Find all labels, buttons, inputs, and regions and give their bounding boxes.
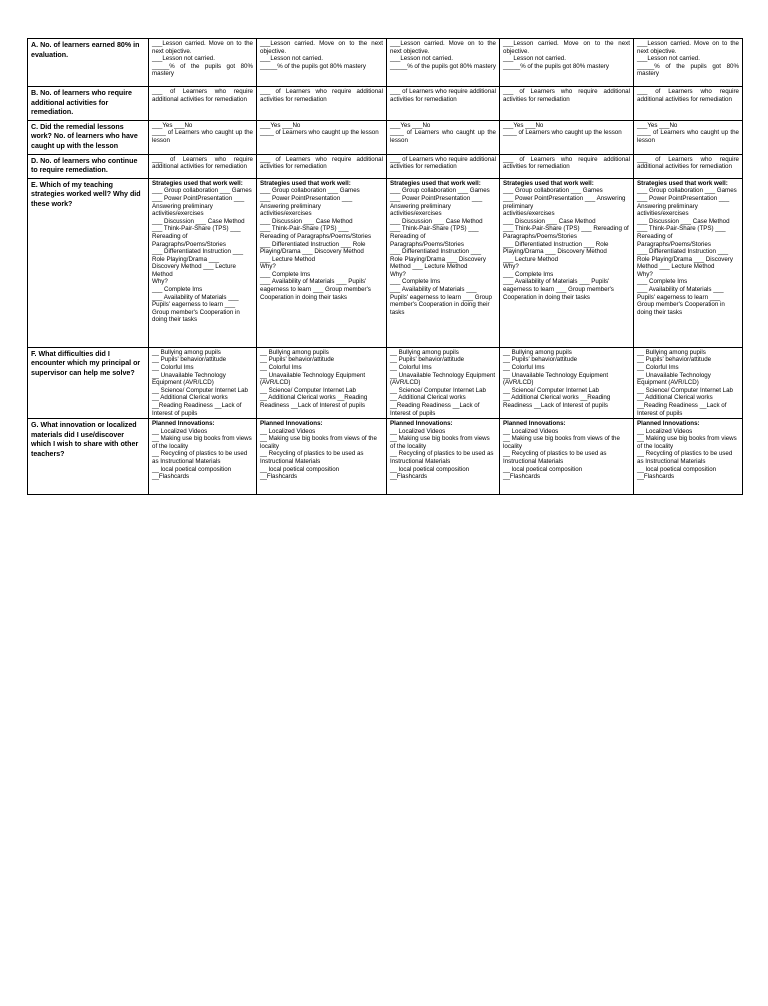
cell-line: Role Playing/Drama ___ Discovery Method ___ Lecture Method [390, 255, 486, 271]
table-row [28, 39, 743, 87]
cell-line: ___Lesson carried. Move on to the next objective. [152, 40, 253, 55]
cell-line: __ Colorful Ims [503, 363, 545, 371]
row-label: A. No. of learners earned 80% in evaluation. [28, 39, 149, 87]
table-cell [149, 178, 257, 347]
table-cell [257, 87, 387, 121]
cell-line: ___Yes ___No [503, 121, 544, 129]
cell-line: ___ Differentiated Instruction ___ Role Playing/Drama ___ Discovery Method [503, 240, 609, 256]
cell-line: ___Lesson not carried. [260, 55, 323, 63]
table-cell [387, 120, 500, 154]
cell-line: ____ of Learners who caught up the lesson [152, 129, 253, 144]
cell-line: __ Unavailable Technology Equipment (AVR/LCD) [503, 371, 609, 387]
cell-line: ___ of Learners who require additional activities for remediation [152, 155, 253, 171]
row-label: E. Which of my teaching strategies worked well? Why did these work? [28, 178, 149, 347]
table-cell [257, 39, 387, 87]
row-label: B. No. of learners who require additional activities for remediation. [28, 87, 149, 121]
cell-line: _____% of the pupils got 80% mastery [260, 62, 366, 70]
cell-line: ___ Differentiated Instruction ___ Role Playing/Drama ___ Discovery Method [260, 240, 366, 256]
cell-line: __Reading Readiness __Lack of Interest of pupils [152, 401, 242, 417]
cell-line: ___ Power PointPresentation ___ Answering preliminary [152, 194, 245, 210]
cell-line: ___ Group collaboration ___ Games [390, 187, 490, 195]
cell-line: Strategies used that work well: [260, 179, 351, 187]
cell-line: __Reading Readiness __Lack of Interest of pupils [637, 401, 727, 417]
cell-line: Answering preliminary [260, 202, 321, 210]
cell-line: __ Science/ Computer Internet Lab [152, 386, 248, 394]
cell-line: ___ Think-Pair-Share (TPS) ___ Rereading of Paragraphs/Poems/Stories [503, 225, 629, 240]
cell-line: Why? [152, 278, 168, 286]
table-cell [634, 178, 743, 347]
cell-line: ____ of Learners who caught up the lesson [260, 129, 379, 137]
cell-line: ___ of Learners who require additional activities for remediation [152, 88, 253, 103]
table-cell [257, 120, 387, 154]
cell-line: __ Science/ Computer Internet Lab [637, 386, 733, 394]
table-cell [634, 419, 743, 495]
cell-line: __ Localized Videos [390, 427, 446, 435]
cell-line: __Flashcards [637, 473, 675, 481]
table-cell [257, 178, 387, 347]
cell-line: Why? [390, 270, 406, 278]
cell-line: ___ Availability of Materials ___ Pupils' eagerness to learn ___ Group member's Cooperation in doing their tasks [503, 278, 614, 301]
cell-line: __ Bullying among pupils [637, 348, 706, 356]
cell-line: ___Lesson carried. Move on to the next objective. [390, 40, 496, 55]
cell-line: Why? [637, 270, 653, 278]
cell-line: __ Pupils' behavior/attitude [260, 356, 335, 364]
cell-line: __ Pupils' behavior/attitude [152, 356, 227, 364]
cell-line: ___ Think-Pair-Share (TPS) ___ [260, 225, 349, 233]
cell-line: ___Lesson carried. Move on to the next objective. [503, 40, 630, 55]
cell-line: ___ Complete Ims [503, 270, 554, 278]
cell-line: Planned Innovations: [503, 420, 566, 428]
cell-line: ___Lesson carried. Move on to the next objective. [637, 40, 739, 55]
cell-line: __ Recycling of plastics to be used as Instructional Materials [152, 450, 248, 466]
cell-line: ___ Think-Pair-Share (TPS) ___ [390, 225, 479, 233]
cell-line: __ local poetical composition [152, 465, 232, 473]
cell-line: Role Playing/Drama ___ Discovery Method ___ Lecture Method [637, 255, 733, 271]
cell-line: ____ of Learners who caught up the lesson [503, 129, 622, 137]
cell-line: Why? [260, 263, 276, 271]
cell-line: Rereading of Paragraphs/Poems/Stories [390, 232, 464, 248]
cell-line: __ Bullying among pupils [390, 348, 459, 356]
cell-line: ___ Discussion ___ Case Method [637, 217, 730, 225]
cell-line: ___ Lecture Method [260, 255, 316, 263]
cell-line: ___ of Learners who require additional activities for remediation [503, 155, 630, 171]
table-cell [257, 154, 387, 178]
cell-line: __ local poetical composition [390, 465, 470, 473]
cell-line: __ Recycling of plastics to be used as Instructional Materials [503, 450, 607, 466]
cell-line: __Flashcards [260, 473, 298, 481]
cell-line: ___ Discussion ___ Case Method [503, 217, 596, 225]
table-cell [149, 120, 257, 154]
cell-line: __ Bullying among pupils [503, 348, 572, 356]
cell-line: activities/exercises [503, 210, 555, 218]
cell-line: __ Localized Videos [152, 427, 208, 435]
cell-line: ___ Differentiated Instruction ___ [390, 248, 482, 256]
table-cell [500, 87, 634, 121]
cell-line: __ Additional Clerical works [152, 394, 228, 402]
table-cell [387, 87, 500, 121]
cell-line: __ Pupils' behavior/attitude [503, 356, 578, 364]
cell-line: ___Lesson not carried. [152, 55, 215, 63]
cell-line: ___ Group collaboration ___ Games [152, 187, 252, 195]
cell-line: __ Recycling of plastics to be used as Instructional Materials [637, 450, 733, 466]
table-row [28, 154, 743, 178]
reflection-table-body [28, 39, 743, 495]
cell-line: ___ Discussion ___ Case Method [260, 217, 353, 225]
row-label: G. What innovation or localized materials did I use/discover which I wish to share with other teachers? [28, 419, 149, 495]
cell-line: __ Bullying among pupils [260, 348, 329, 356]
cell-line: activities/exercises [260, 210, 312, 218]
cell-line: _____% of the pupils got 80% mastery [503, 62, 609, 70]
cell-line: ___ Think-Pair-Share (TPS) ___ Rereading of Paragraphs/Poems/Stories [152, 225, 241, 248]
cell-line: ___ Availability of Materials ___ Pupils' eagerness to learn ___ Group member's Cooperation in doing their tasks [260, 278, 371, 301]
table-cell [149, 347, 257, 418]
cell-line: __ Science/ Computer Internet Lab [503, 386, 599, 394]
reflection-table [27, 38, 743, 495]
table-cell [500, 154, 634, 178]
cell-line: Rereading of Paragraphs/Poems/Stories [260, 232, 372, 240]
cell-line: Pupils' eagerness to learn ___ Group member's Cooperation in doing their tasks [390, 293, 492, 316]
row-label: F. What difficulties did I encounter which my principal or supervisor can help me solve? [28, 347, 149, 418]
cell-line: ___ of Learners who require additional activities for remediation [637, 88, 739, 103]
table-cell [149, 419, 257, 495]
table-cell [149, 154, 257, 178]
table-cell [387, 419, 500, 495]
cell-line: __ Recycling of plastics to be used as Instructional Materials [260, 450, 364, 466]
cell-line: __ Making use big books from views of the locality [152, 435, 252, 450]
cell-line: Discovery Method ___ Lecture Method [152, 263, 236, 278]
cell-line: Strategies used that work well: [390, 179, 481, 187]
cell-line: Answering preliminary [637, 202, 698, 210]
cell-line: __ Unavailable Technology Equipment (AVR/LCD) [390, 371, 496, 387]
cell-line: ___ Power PointPresentation ___ [390, 194, 483, 202]
table-cell [500, 178, 634, 347]
cell-line: Planned Innovations: [637, 420, 700, 428]
cell-line: _____% of the pupils got 80% mastery [152, 62, 253, 78]
cell-line: __ Unavailable Technology Equipment (AVR/LCD) [152, 371, 226, 387]
table-cell [257, 419, 387, 495]
cell-line: Planned Innovations: [152, 420, 215, 428]
cell-line: Group member's Cooperation in doing their tasks [637, 301, 725, 316]
cell-line: __ Additional Clerical works [637, 394, 713, 402]
cell-line: Strategies used that work well: [152, 179, 243, 187]
cell-line: ___ Lecture Method [503, 255, 559, 263]
cell-line: __ Localized Videos [637, 427, 693, 435]
cell-line: Group member's Cooperation in doing their tasks [152, 308, 240, 324]
table-cell [634, 39, 743, 87]
cell-line: ___ of Learners who require additional activities for remediation [260, 155, 383, 171]
cell-line: ___ Availability of Materials ___ [637, 286, 724, 294]
table-cell [387, 178, 500, 347]
table-cell [387, 347, 500, 418]
cell-line: __ Colorful Ims [152, 363, 194, 371]
cell-line: __ Making use big books from views of the locality [260, 435, 377, 450]
cell-line: __ Colorful Ims [637, 363, 679, 371]
cell-line: ___ Think-Pair-Share (TPS) ___ [637, 225, 726, 233]
table-row [28, 87, 743, 121]
cell-line: ___ Differentiated Instruction ___ Role Playing/Drama ___ [152, 248, 244, 263]
cell-line: _____% of the pupils got 80% mastery [637, 62, 739, 78]
cell-line: __ Localized Videos [260, 427, 316, 435]
cell-line: __ local poetical composition [503, 465, 583, 473]
table-cell [500, 39, 634, 87]
cell-line: __ Science/ Computer Internet Lab [260, 386, 356, 394]
cell-line: Answering preliminary [390, 202, 451, 210]
cell-line: ___ of Learners who require additional activities for remediation [637, 155, 739, 171]
cell-line: ___Lesson not carried. [637, 55, 700, 63]
table-cell [500, 347, 634, 418]
cell-line: ___Lesson not carried. [503, 55, 566, 63]
cell-line: __ Unavailable Technology Equipment (AVR/LCD) [637, 371, 711, 387]
table-row [28, 347, 743, 418]
cell-line: ___ Power PointPresentation ___ Answering preliminary [503, 194, 626, 210]
row-label: C. Did the remedial lessons work? No. of learners who have caught up with the lesson [28, 120, 149, 154]
table-cell [634, 154, 743, 178]
cell-line: __Reading Readiness __Lack of Interest of pupils [390, 401, 480, 417]
cell-line: ___Yes ___No [152, 121, 193, 129]
cell-line: __Flashcards [503, 473, 541, 481]
cell-line: ___ Discussion ___ Case Method [152, 217, 245, 225]
cell-line: ____ of Learners who caught up the lesson [390, 129, 496, 144]
table-cell [149, 87, 257, 121]
cell-line: ___ of Learners who require additional activities for remediation [390, 88, 496, 103]
table-cell [634, 120, 743, 154]
cell-line: ___ Complete Ims [390, 278, 441, 286]
cell-line: __ Making use big books from views of the locality [637, 435, 737, 450]
cell-line: ___ Power PointPresentation ___ [260, 194, 353, 202]
cell-line: __ Making use big books from views of the locality [503, 435, 620, 450]
cell-line: ___ of Learners who require additional activities for remediation [390, 155, 496, 171]
cell-line: Strategies used that work well: [503, 179, 594, 187]
cell-line: activities/exercises [390, 210, 442, 218]
cell-line: __ Pupils' behavior/attitude [637, 356, 712, 364]
cell-line: __ Additional Clerical works __Reading Readiness __Lack of Interest of pupils [260, 394, 368, 409]
cell-line: ___ of Learners who require additional activities for remediation [503, 88, 630, 103]
cell-line: __Flashcards [152, 473, 190, 481]
cell-line: Strategies used that work well: [637, 179, 728, 187]
cell-line: __ local poetical composition [260, 465, 340, 473]
cell-line: ___ Group collaboration ___ Games [260, 187, 360, 195]
cell-line: __ Additional Clerical works [390, 394, 466, 402]
cell-line: __ Recycling of plastics to be used as Instructional Materials [390, 450, 494, 466]
cell-line: ___ Availability of Materials ___ [390, 286, 477, 294]
cell-line: ___ Differentiated Instruction ___ [637, 248, 729, 256]
cell-line: Pupils' eagerness to learn ___ [152, 301, 236, 309]
table-row [28, 419, 743, 495]
cell-line: activities/exercises [637, 210, 689, 218]
cell-line: Planned Innovations: [260, 420, 323, 428]
cell-line: ____ of Learners who caught up the lesson [637, 129, 739, 144]
cell-line: __ Colorful Ims [390, 363, 432, 371]
table-cell [149, 39, 257, 87]
cell-line: ___ Complete Ims [152, 286, 203, 294]
cell-line: ___ Complete Ims [637, 278, 688, 286]
cell-line: activities/exercises [152, 210, 204, 218]
table-cell [387, 39, 500, 87]
table-row [28, 178, 743, 347]
cell-line: ___ Group collaboration ___ Games [637, 187, 737, 195]
cell-line: ___ of Learners who require additional activities for remediation [260, 88, 383, 103]
cell-line: __ Bullying among pupils [152, 348, 221, 356]
table-cell [387, 154, 500, 178]
cell-line: ___ Group collaboration ___ Games [503, 187, 603, 195]
cell-line: ___Yes ___No [390, 121, 431, 129]
cell-line: ___Lesson carried. Move on to the next objective. [260, 40, 383, 55]
cell-line: Planned Innovations: [390, 420, 453, 428]
cell-line: Why? [503, 263, 519, 271]
cell-line: ___ Complete Ims [260, 270, 311, 278]
table-cell [634, 87, 743, 121]
cell-line: ___ Availability of Materials ___ [152, 293, 239, 301]
cell-line: Pupils' eagerness to learn ___ [637, 293, 721, 301]
cell-line: __ Science/ Computer Internet Lab [390, 386, 486, 394]
cell-line: Rereading of Paragraphs/Poems/Stories [637, 232, 711, 248]
table-cell [634, 347, 743, 418]
cell-line: __ Colorful Ims [260, 363, 302, 371]
cell-line: ___Yes ___No [260, 121, 301, 129]
table-cell [500, 419, 634, 495]
table-row [28, 120, 743, 154]
cell-line: ___Lesson not carried. [390, 55, 453, 63]
cell-line: __ local poetical composition [637, 465, 717, 473]
cell-line: __ Pupils' behavior/attitude [390, 356, 465, 364]
cell-line: __ Additional Clerical works __Reading Readiness __Lack of Interest of pupils [503, 394, 611, 409]
cell-line: __ Making use big books from views of the locality [390, 435, 490, 450]
cell-line: __ Localized Videos [503, 427, 559, 435]
cell-line: _____% of the pupils got 80% mastery [390, 62, 496, 70]
table-cell [500, 120, 634, 154]
cell-line: __Flashcards [390, 473, 428, 481]
cell-line: __ Unavailable Technology Equipment (AVR/LCD) [260, 371, 366, 387]
cell-line: ___Yes ___No [637, 121, 678, 129]
cell-line: ___ Power PointPresentation ___ [637, 194, 730, 202]
row-label: D. No. of learners who continue to require remediation. [28, 154, 149, 178]
table-cell [257, 347, 387, 418]
cell-line: ___ Discussion ___ Case Method [390, 217, 483, 225]
